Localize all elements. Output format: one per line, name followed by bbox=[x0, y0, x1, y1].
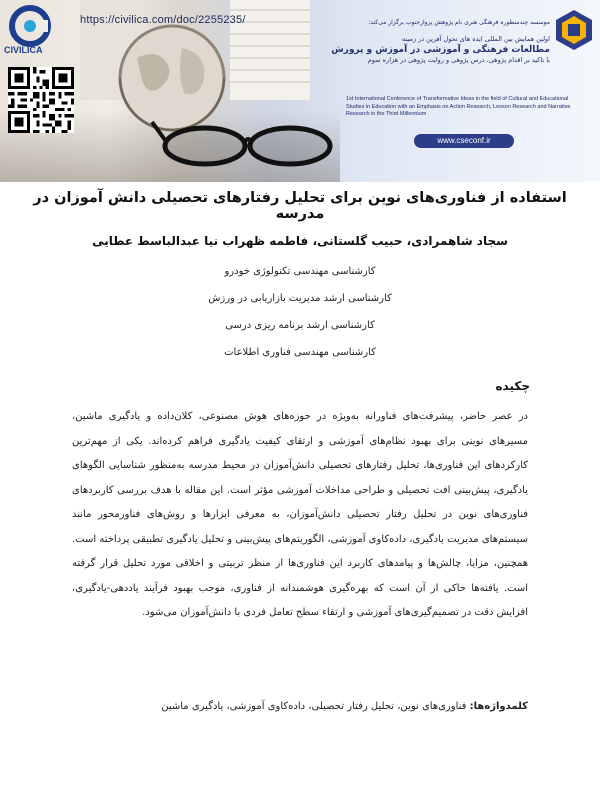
affiliation-2: کارشناسی ارشد مدیریت بازاریابی در ورزش bbox=[208, 293, 392, 304]
document-url[interactable]: https://civilica.com/doc/2255235/ bbox=[80, 14, 246, 26]
conference-tagline: با تاکید بر اقدام پژوهی، درس پژوهی و روایت پژوهی در هزاره سوم bbox=[367, 56, 550, 64]
conference-title: مطالعات فرهنگی و آموزشی در آموزش و پرورش bbox=[331, 45, 550, 55]
conference-subtitle: اولین همایش بین المللی ایده های تحول آفرین در زمینه bbox=[401, 35, 550, 43]
affiliation-3: کارشناسی ارشد برنامه ریزی درسی bbox=[225, 320, 375, 331]
conference-title-english: 1st International Conference of Transformative Ideas in the field of Cultural and Educational Studies in Education with an Emphasis on Action Research, Lesson Research and Narrative Research in the Third Millennium bbox=[346, 96, 571, 117]
affiliation-4: کارشناسی مهندسی فناوری اطلاعات bbox=[224, 347, 376, 358]
civilica-logo-text: CIVILICA bbox=[4, 45, 43, 55]
paper-authors: سجاد شاهمرادی، حبیب گلستانی، فاطمه ظهراب نیا عبدالباسط عطایی bbox=[92, 234, 508, 248]
keywords bbox=[72, 701, 528, 712]
keywords-list: فناوری‌های نوین، تحلیل رفتار تحصیلی، داده‌کاوی آموزشی، یادگیری ماشین bbox=[161, 701, 470, 712]
conference-website[interactable]: www.cseconf.ir bbox=[414, 134, 514, 148]
affiliation-1: کارشناسی مهندسی تکنولوژی خودرو bbox=[224, 266, 376, 277]
abstract-heading: چکیده bbox=[495, 379, 530, 393]
keywords-label: کلمدواژه‌ها: bbox=[469, 701, 528, 712]
conference-banner bbox=[0, 0, 600, 182]
qr-code-icon[interactable] bbox=[8, 67, 74, 133]
glasses-icon bbox=[150, 110, 340, 170]
abstract-text: در عصر حاضر، پیشرفت‌های فناورانه به‌ویژه در حوزه‌های هوش مصنوعی، کلان‌داده و یادگیری ماشین، مسیرهای نوینی برای بهبود نظام‌های آموزشی و ارتقای کیفیت یادگیری فراهم کرده‌اند. یکی از مهم‌ترین کارکردهای این فناوری‌ها، تحلیل رفتارهای تحصیلی دانش‌آموزان در محیط مدرسه به‌منظور شناسایی الگوهای یادگیری، پیش‌بینی افت تحصیلی و طراحی مداخلات آموزشی مؤثر است. این مقاله با هدف بررسی کاربردهای فناوری‌های نوین در تحلیل رفتار تحصیلی دانش‌آموزان، به معرفی ابزارها و روش‌های فناورمحور مانند سیستم‌های مدیریت یادگیری، داده‌کاوی آموزشی، الگوریتم‌های پیش‌بینی و تحلیل یادگیری تطبیقی پرداخته است. همچنین، مزایا، چالش‌ها و پیامدهای کاربرد این فناوری‌ها از منظر تربیتی و اخلاقی مورد تحلیل قرار گرفته است. یافته‌ها حاکی از آن است که بهره‌گیری هوشمندانه از فناوری، موجب بهبود فرآیند یاددهی-یادگیری، افزایش دقت در تصمیم‌گیری‌های آموزشی و ارتقاء سطح تعامل فردی با دانش‌آموزان می‌شود. bbox=[72, 411, 528, 618]
conference-organizer: موسسه چندمنظوره فرهنگی هنری بام پژوهش پروازجنوب برگزار می‌کند: bbox=[368, 19, 550, 26]
conference-info bbox=[330, 18, 550, 65]
conference-logo-icon bbox=[554, 8, 594, 52]
paper-title: استفاده از فناوری‌های نوین برای تحلیل رفتارهای تحصیلی دانش آموزان در مدرسه bbox=[33, 190, 567, 222]
